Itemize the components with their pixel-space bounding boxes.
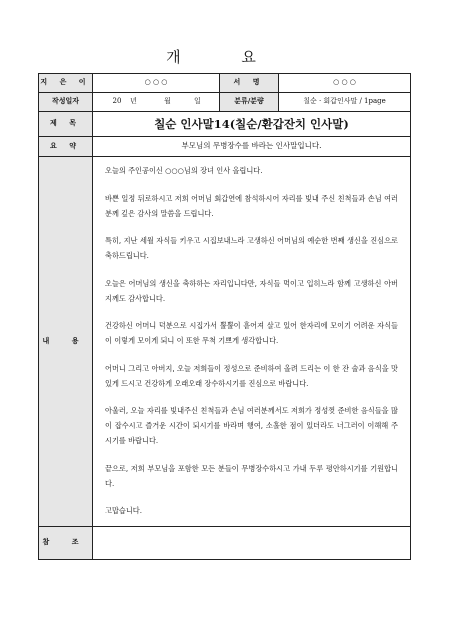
date-day-unit: 일 xyxy=(194,97,201,106)
date-year-unit: 년 xyxy=(130,97,137,106)
content-paragraph: 아울러, 오늘 자리를 빛내주신 친척들과 손님 여러분께서도 저희가 정성껏 준비한 음식들을 많이 잡수시고 즐거운 시간이 되시기를 바라며 행여, 소홀한 점이 있더라도 너그러이 이해해 주시기를 바랍니다. xyxy=(105,406,398,445)
summary-label: 요 약 xyxy=(39,137,93,157)
content-paragraph: 고맙습니다. xyxy=(105,506,143,515)
summary-form xyxy=(38,73,411,560)
reference-value xyxy=(93,527,411,560)
date-label: 작성일자 xyxy=(39,93,93,112)
category-label: 분류/분량 xyxy=(220,93,279,112)
content-paragraph: 오늘의 주인공이신 ○○○님의 장녀 인사 올립니다. xyxy=(105,166,263,175)
content-paragraph: 끝으로, 저희 부모님을 포함한 모든 분들이 무병장수하시고 가내 두루 평안하시기를 기원합니다. xyxy=(105,463,398,488)
content-paragraph: 오늘은 어머님의 생신을 축하하는 자리입니다만, 자식들 먹이고 입히느라 함께 고생하신 아버지께도 감사합니다. xyxy=(105,278,398,303)
category-value: 칠순 · 회갑인사말 / 1page xyxy=(279,93,411,112)
date-value xyxy=(93,93,220,112)
date-month-unit: 월 xyxy=(164,97,171,106)
content-paragraph: 어머니 그리고 아버지, 오늘 저희들이 정성으로 준비하여 올려 드리는 이 한 잔 술과 음식을 맛있게 드시고 건강하게 오래오래 장수하시기를 진심으로 바랍니다. xyxy=(105,363,398,388)
summary-value: 부모님의 무병장수를 바라는 인사말입니다. xyxy=(93,137,411,157)
signature-value: ○ ○ ○ xyxy=(279,74,411,93)
subject-value: 칠순 인사말14(칠순/환갑잔치 인사말) xyxy=(93,112,411,137)
date-year: 20 xyxy=(112,97,122,106)
author-label: 지 은 이 xyxy=(39,74,93,93)
content-body xyxy=(93,157,411,527)
subject-label: 제 목 xyxy=(39,112,93,137)
document-title: 개 요 xyxy=(166,48,284,66)
signature-label: 서 명 xyxy=(220,74,279,93)
content-label: 내 용 xyxy=(39,157,93,527)
content-paragraph: 바쁜 일정 뒤로하시고 저희 어머님 회갑연에 참석하시어 자리를 빛내 주신 친척들과 손님 여러분께 깊은 감사의 말씀을 드립니다. xyxy=(105,193,398,218)
author-value: ○ ○ ○ xyxy=(93,74,220,93)
content-paragraph: 특히, 지난 세월 자식들 키우고 시집보내느라 고생하신 어머님의 예순한 번째 생신을 진심으로 축하드립니다. xyxy=(105,236,398,260)
content-paragraph: 건강하신 어머니 덕분으로 시집가서 뿔뿔이 흩어져 살고 있어 한자리에 모이기 어려운 자식들이 이렇게 모이게 되니 이 또한 무척 기쁘게 생각합니다. xyxy=(105,321,398,345)
reference-label: 참 조 xyxy=(39,527,93,560)
